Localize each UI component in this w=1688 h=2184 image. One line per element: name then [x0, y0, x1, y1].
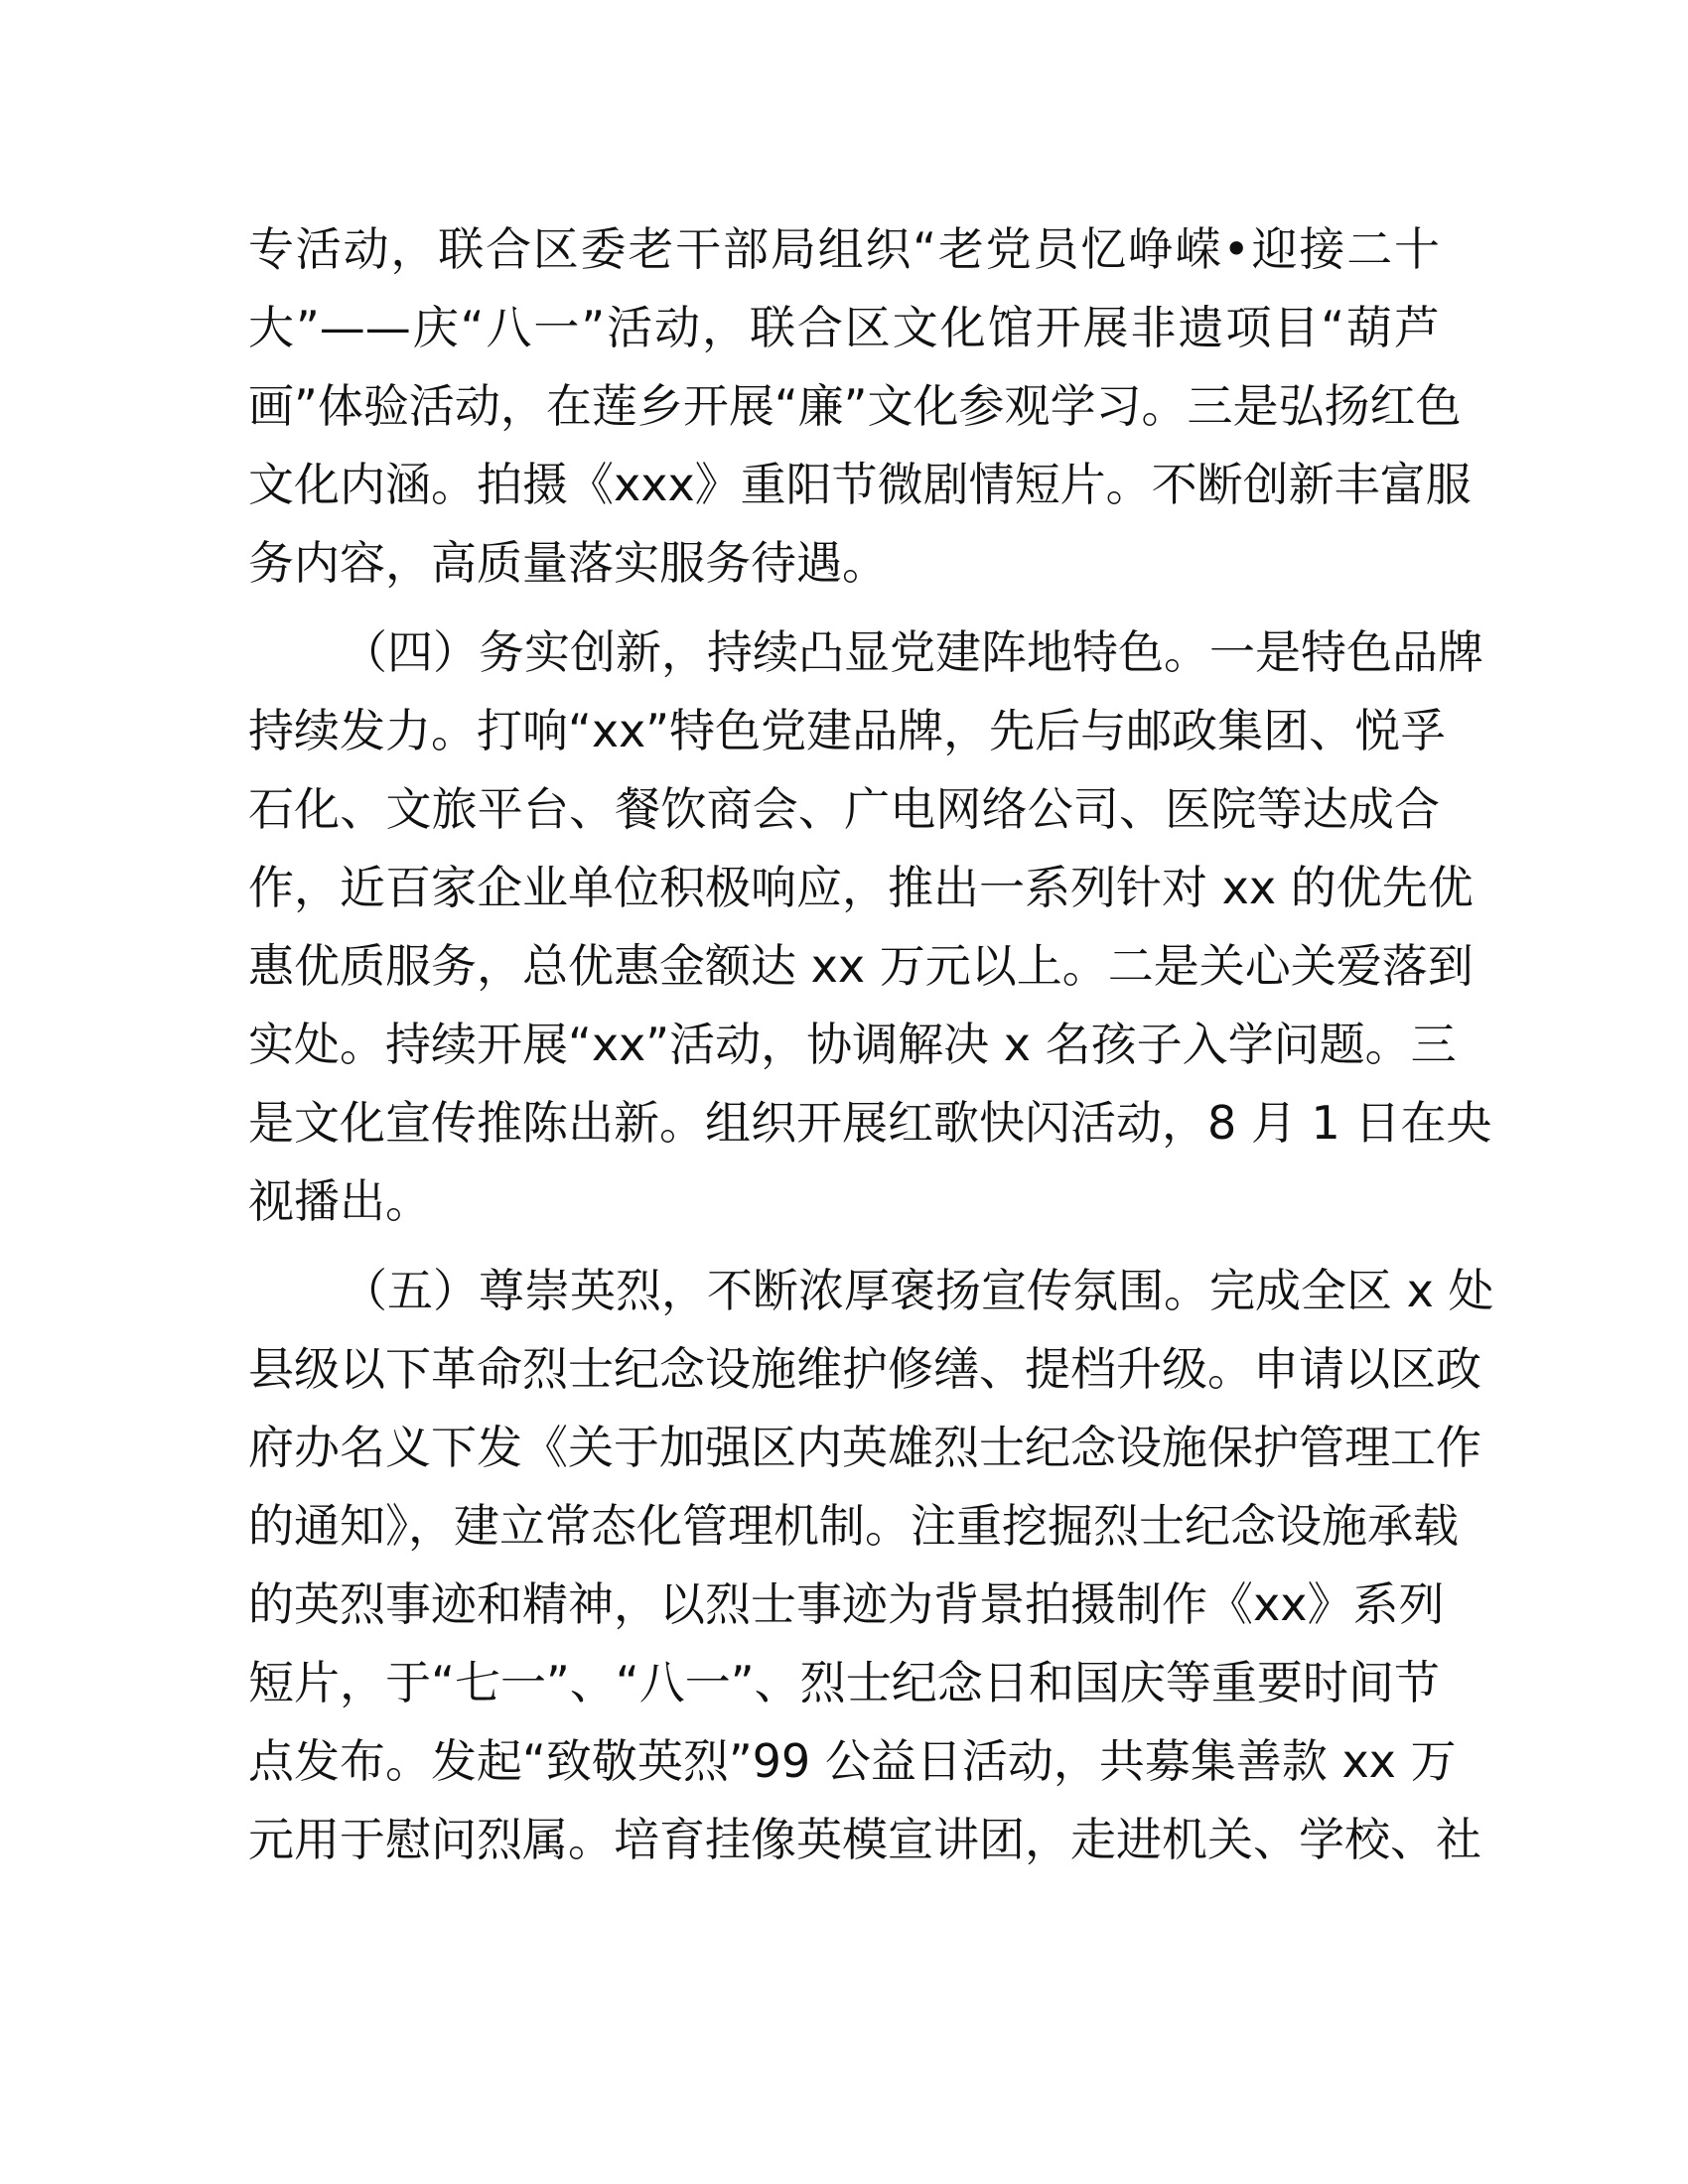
- paragraph-heading-line: （四）务实创新，持续凸显党建阵地特色。一是特色品牌: [342, 625, 1483, 679]
- paragraph-line: 惠优质服务，总优惠金额达 xx 万元以上。二是关心关爱落到: [248, 939, 1474, 993]
- paragraph-line: 持续发力。打响“xx”特色党建品牌，先后与邮政集团、悦孚: [248, 704, 1447, 757]
- paragraph-line: 文化内涵。拍摄《xxx》重阳节微剧情短片。不断创新丰富服: [248, 458, 1472, 511]
- paragraph-heading-line: （五）尊崇英烈，不断浓厚褒扬宣传氛围。完成全区 x 处: [342, 1264, 1494, 1317]
- paragraph-line: 县级以下革命烈士纪念设施维护修缮、提档升级。申请以区政: [248, 1342, 1481, 1396]
- paragraph-line: 务内容，高质量落实服务待遇。: [248, 536, 888, 590]
- paragraph-line: 元用于慰问烈属。培育挂像英模宣讲团，走进机关、学校、社: [248, 1813, 1481, 1866]
- paragraph-line: 实处。持续开展“xx”活动，协调解决 x 名孩子入学问题。三: [248, 1018, 1457, 1071]
- paragraph-2: [248, 614, 1492, 1241]
- paragraph-line: 短片，于“七一”、“八一”、烈士纪念日和国庆等重要时间节: [248, 1656, 1440, 1709]
- paragraph-line: 的通知》，建立常态化管理机制。注重挖掘烈士纪念设施承载: [248, 1499, 1459, 1553]
- paragraph-line: 视播出。: [248, 1174, 431, 1228]
- paragraph-gap: [248, 1241, 1440, 1252]
- paragraph-line: 画”体验活动，在莲乡开展“廉”文化参观学习。三是弘扬红色: [248, 379, 1462, 433]
- document-body: [248, 210, 1494, 1879]
- paragraph-line: 石化、文旅平台、餐饮商会、广电网络公司、医院等达成合: [248, 782, 1440, 836]
- paragraph-3: [248, 1252, 1494, 1879]
- paragraph-line: 点发布。发起“致敬英烈”99 公益日活动，共募集善款 xx 万: [248, 1734, 1457, 1788]
- paragraph-gap: [248, 603, 1440, 614]
- paragraph-line: 的英烈事迹和精神，以烈士事迹为背景拍摄制作《xx》系列: [248, 1577, 1445, 1631]
- paragraph-line: 府办名义下发《关于加强区内英雄烈士纪念设施保护管理工作: [248, 1421, 1481, 1474]
- paragraph-1: [248, 210, 1472, 603]
- paragraph-line: 作，近百家企业单位积极响应，推出一系列针对 xx 的优先优: [248, 861, 1474, 914]
- paragraph-line: 是文化宣传推陈出新。组织开展红歌快闪活动，8 月 1 日在央: [248, 1096, 1492, 1150]
- paragraph-line: 大”——庆“八一”活动，联合区文化馆开展非遗项目“葫芦: [248, 301, 1440, 354]
- paragraph-line: 专活动，联合区委老干部局组织“老党员忆峥嵘•迎接二十: [248, 222, 1440, 276]
